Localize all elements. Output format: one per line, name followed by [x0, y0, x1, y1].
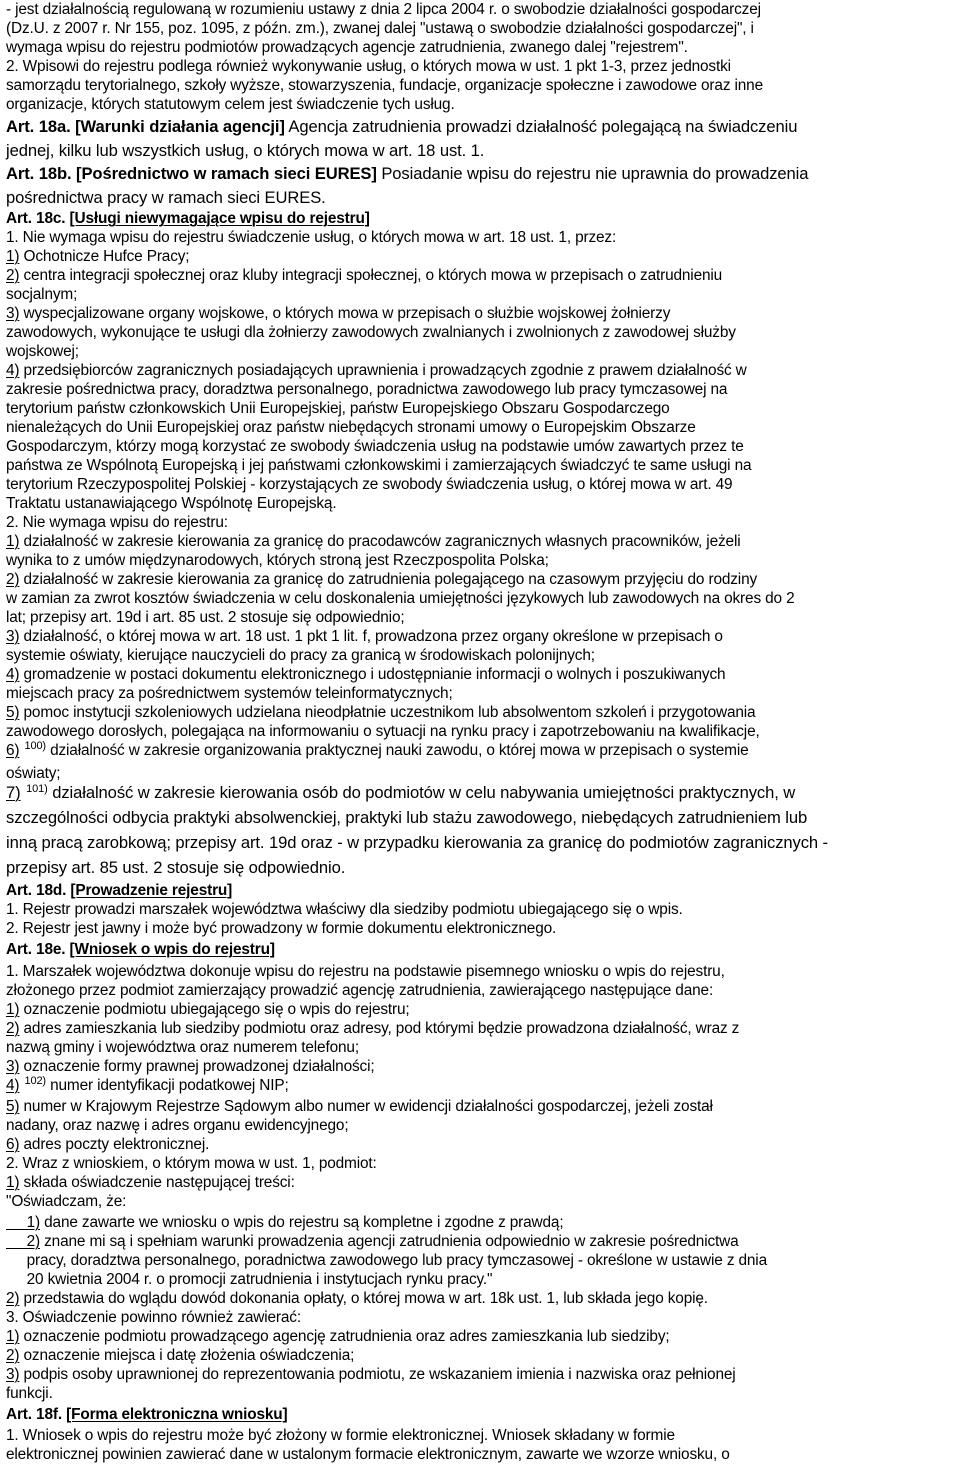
text-run: 1. Marszałek województwa dokonuje wpisu do rejestru na podstawie pisemnego wniosku o wpis do rejestru,	[6, 963, 725, 980]
text-line	[6, 919, 960, 938]
text-run: Agencja zatrudnienia prowadzi działalność polegającą na świadczeniu	[284, 117, 798, 136]
text-run: wyspecjalizowane organy wojskowe, o których mowa w przepisach o służbie wojskowej żołnierzy	[19, 305, 671, 322]
text-run: 3)	[6, 305, 20, 322]
text-line	[6, 361, 960, 380]
text-line	[6, 646, 960, 665]
text-run: socjalnym;	[6, 286, 78, 303]
text-run: terytorium Rzeczypospolitej Polskiej - korzystających ze swobody świadczenia usług, o której mowa w art. 49	[6, 476, 733, 493]
text-line	[6, 1000, 960, 1019]
text-line	[6, 19, 960, 38]
text-run: działalność, o której mowa w art. 18 ust. 1 pkt 1 lit. f, prowadzona przez organy określone w przepisach o	[19, 628, 723, 645]
text-line	[6, 494, 960, 513]
text-line	[6, 1405, 960, 1424]
text-line	[6, 1019, 960, 1038]
text-run: 3)	[6, 1366, 20, 1383]
article-heading: [Usługi niewymagające wpisu do rejestru]	[69, 210, 370, 227]
text-run: przedstawia do wglądu dowód dokonania opłaty, o której mowa w art. 18k ust. 1, lub składa jego kopię.	[19, 1290, 708, 1307]
article-heading: [Pośrednictwo w ramach sieci EURES]	[76, 164, 377, 183]
text-run: samorządu terytorialnego, szkoły wyższe, stowarzyszenia, fundacje, organizacje społeczne i zawodowe oraz inne	[6, 77, 763, 94]
text-line	[6, 1289, 960, 1308]
text-line	[6, 684, 960, 703]
text-line	[6, 437, 960, 456]
text-run: przepisy art. 85 ust. 2 stosuje się odpowiednio.	[6, 858, 346, 877]
text-run: pracy, doradztwa personalnego, poradnictwa zawodowego lub pracy tymczasowej - określone w ustawie z dnia	[6, 1252, 767, 1269]
text-line	[6, 858, 960, 877]
text-run: centra integracji społecznej oraz kluby integracji społecznej, o których mowa w przepisach o zatrudnieniu	[19, 267, 723, 284]
text-line	[6, 1232, 960, 1251]
text-line	[6, 1346, 960, 1365]
text-line	[6, 551, 960, 570]
text-run: systemie oświaty, kierujące nauczycieli do pracy za granicą w środowiskach polonijnych;	[6, 647, 595, 664]
text-line	[6, 76, 960, 95]
text-line	[6, 304, 960, 323]
text-run: miejscach pracy za pośrednictwem systemów teleinformatycznych;	[6, 685, 453, 702]
article-heading: Art. 18f.	[6, 1406, 62, 1423]
text-line	[6, 228, 960, 247]
text-run: 4)	[6, 1077, 20, 1094]
text-line	[6, 323, 960, 342]
text-run: dane zawarte we wniosku o wpis do rejestru są kompletne i zgodne z prawdą;	[40, 1214, 564, 1231]
text-line	[6, 285, 960, 304]
text-run: działalność w zakresie kierowania za granicę do zatrudnienia polegającego na czasowym przyjęciu do rodziny	[19, 571, 758, 588]
text-run: 4)	[6, 362, 20, 379]
text-run: oznaczenie podmiotu ubiegającego się o wpis do rejestru;	[19, 1001, 410, 1018]
text-line	[6, 1213, 960, 1232]
text-run: gromadzenie w postaci dokumentu elektronicznego i udostępnianie informacji o wolnych i poszukiwanych	[19, 666, 726, 683]
text-run: szczególności odbycia praktyki absolwenckiej, praktyki lub stażu zawodowego, niebędących zatrudnieniem lub	[6, 808, 808, 827]
text-run: funkcji.	[6, 1385, 53, 1402]
text-line	[6, 1327, 960, 1346]
text-line	[6, 1038, 960, 1057]
text-run: Posiadanie wpisu do rejestru nie uprawnia do prowadzenia	[376, 164, 809, 183]
text-run: 20 kwietnia 2004 r. o promocji zatrudnienia i instytucjach rynku pracy."	[6, 1271, 493, 1288]
text-run: numer w Krajowym Rejestrze Sądowym albo numer w ewidencji działalności gospodarczej, jeżeli został	[19, 1098, 713, 1115]
text-line	[6, 1384, 960, 1403]
text-line	[6, 940, 960, 959]
text-run: 2)	[6, 267, 20, 284]
text-run: działalność w zakresie organizowania praktycznej nauki zawodu, o której mowa w przepisach o systemie	[45, 742, 749, 759]
text-run: 1)	[6, 1174, 20, 1191]
text-run: państwa ze Wspólnotą Europejską i jej państwami członkowskimi i zamierzających świadczyć te same usługi na	[6, 457, 752, 474]
text-run: 2. Rejestr jest jawny i może być prowadzony w formie dokumentu elektronicznego.	[6, 920, 557, 937]
text-run: Ochotnicze Hufce Pracy;	[19, 248, 190, 265]
text-line	[6, 808, 960, 827]
text-run: znane mi są i spełniam warunki prowadzenia agencji zatrudnienia odpowiednio w zakresie pośrednictwa	[40, 1233, 739, 1250]
text-run: składa oświadczenie następującej treści:	[19, 1174, 295, 1191]
text-run: lat; przepisy art. 19d i art. 85 ust. 2 stosuje się odpowiednio;	[6, 609, 405, 626]
text-run: pośrednictwa pracy w ramach sieci EURES.	[6, 188, 326, 207]
text-run: oznaczenie miejsca i datę złożenia oświadczenia;	[19, 1347, 355, 1364]
text-run: nadany, oraz nazwę i adres organu ewidencyjnego;	[6, 1117, 349, 1134]
text-line	[6, 764, 960, 783]
text-line	[6, 881, 960, 900]
text-run	[19, 1077, 23, 1094]
text-run: w zamian za zwrot kosztów świadczenia w celu doskonalenia umiejętności językowych lub zawodowych na okres do 2	[6, 590, 795, 607]
text-line	[6, 1116, 960, 1135]
text-run: 1)	[6, 1001, 20, 1018]
article-heading: Art. 18a.	[6, 117, 71, 136]
text-run: 1)	[6, 533, 20, 550]
text-line	[6, 0, 960, 19]
text-run: oznaczenie formy prawnej prowadzonej działalności;	[19, 1058, 375, 1075]
text-line	[6, 456, 960, 475]
text-run: elektronicznej powinien zawierać dane w ustalonym formacie elektronicznym, zawarte we wzorze wniosku, o	[6, 1446, 730, 1463]
text-line	[6, 833, 960, 852]
footnote-ref: 101)	[26, 783, 48, 795]
text-line	[6, 1445, 960, 1464]
text-run: 2)	[6, 571, 20, 588]
text-run: numer identyfikacji podatkowej NIP;	[45, 1077, 289, 1094]
text-line	[6, 1154, 960, 1173]
article-heading: [Forma elektroniczna wniosku]	[66, 1406, 288, 1423]
text-run: "Oświadczam, że:	[6, 1193, 127, 1210]
text-run: działalność w zakresie kierowania za granicę do pracodawców zagranicznych własnych pracowników, jeżeli	[19, 533, 741, 550]
text-run: 5)	[6, 704, 20, 721]
article-heading: [Wniosek o wpis do rejestru]	[69, 941, 275, 958]
text-run: 7)	[6, 783, 21, 802]
article-heading: Art. 18b.	[6, 164, 72, 183]
text-run: jednej, kilku lub wszystkich usług, o których mowa w art. 18 ust. 1.	[6, 141, 485, 160]
text-line	[6, 380, 960, 399]
text-line	[6, 38, 960, 57]
text-run: - jest działalnością regulowaną w rozumieniu ustawy z dnia 2 lipca 2004 r. o swobodzie działalności gospodarczej	[6, 1, 761, 18]
text-run: Gospodarczym, którzy mogą korzystać ze swobody świadczenia usług na podstawie umów zawartych przez te	[6, 438, 744, 455]
text-run: nienależących do Unii Europejskiej oraz państw niebędących stronami umowy o Europejskim Obszarze	[6, 419, 696, 436]
text-run: 1. Nie wymaga wpisu do rejestru świadczenie usług, o których mowa w art. 18 ust. 1, przez:	[6, 229, 617, 246]
text-line	[6, 399, 960, 418]
text-line	[6, 1173, 960, 1192]
text-line	[6, 1308, 960, 1327]
text-run: Traktatu ustanawiającego Wspólnotę Europejską.	[6, 495, 337, 512]
text-run	[19, 742, 23, 759]
text-run: złożonego przez podmiot zamierzający prowadzić agencję zatrudnienia, zawierającego następujące dane:	[6, 982, 714, 999]
text-line	[6, 141, 960, 160]
text-run: 2. Nie wymaga wpisu do rejestru:	[6, 514, 228, 531]
text-run: 1)	[6, 1214, 41, 1231]
text-line	[6, 266, 960, 285]
text-run	[21, 783, 26, 802]
text-line	[6, 1097, 960, 1116]
text-line	[6, 418, 960, 437]
text-line	[6, 57, 960, 76]
text-line	[6, 475, 960, 494]
text-line	[6, 532, 960, 551]
text-line	[6, 783, 960, 805]
text-run: 2. Wpisowi do rejestru podlega również wykonywanie usług, o których mowa w ust. 1 pkt 1-3, przez jednostki	[6, 58, 731, 75]
text-run: 5)	[6, 1098, 20, 1115]
text-line	[6, 665, 960, 684]
text-run: 4)	[6, 666, 20, 683]
text-line	[6, 164, 960, 183]
text-run: 1)	[6, 248, 20, 265]
text-run: przedsiębiorców zagranicznych posiadających uprawnienia i prowadzących zgodnie z prawem działalność w	[19, 362, 747, 379]
text-line	[6, 589, 960, 608]
text-run: (Dz.U. z 2007 r. Nr 155, poz. 1095, z późn. zm.), zwanej dalej "ustawą o swobodzie działalności gospodarczej", i	[6, 20, 754, 37]
text-line	[6, 1076, 960, 1097]
text-run: oświaty;	[6, 765, 61, 782]
text-run: 2)	[6, 1347, 20, 1364]
text-line	[6, 1135, 960, 1154]
text-line	[6, 570, 960, 589]
text-run: 3. Oświadczenie powinno również zawierać:	[6, 1309, 301, 1326]
text-run: wojskowej;	[6, 343, 79, 360]
text-run: 6)	[6, 1136, 20, 1153]
text-run: oznaczenie podmiotu prowadzącego agencję zatrudnienia oraz adres zamieszkania lub siedziby;	[19, 1328, 670, 1345]
text-line	[6, 1365, 960, 1384]
article-heading: [Warunki działania agencji]	[75, 117, 285, 136]
text-line	[6, 1426, 960, 1445]
text-run: zakresie pośrednictwa pracy, doradztwa personalnego, poradnictwa zawodowego lub pracy tymczasowej na	[6, 381, 728, 398]
text-line	[6, 209, 960, 228]
text-line	[6, 1270, 960, 1289]
text-line	[6, 627, 960, 646]
text-run: zawodowych, wykonujące te usługi dla żołnierzy zawodowych zwalnianych i zwolnionych z zawodowej służby	[6, 324, 736, 341]
text-line	[6, 608, 960, 627]
text-line	[6, 900, 960, 919]
text-line	[6, 981, 960, 1000]
text-run: 3)	[6, 1058, 20, 1075]
text-run: 2)	[6, 1233, 41, 1250]
text-run: terytorium państw członkowskich Unii Europejskiej, państw Europejskiego Obszaru Gospodarczego	[6, 400, 670, 417]
text-run: 6)	[6, 742, 20, 759]
text-run: 3)	[6, 628, 20, 645]
text-run: organizacje, których statutowym celem jest świadczenie tych usług.	[6, 96, 455, 113]
text-line	[6, 722, 960, 741]
text-line	[6, 513, 960, 532]
text-line	[6, 117, 960, 136]
text-run: działalność w zakresie kierowania osób do podmiotów w celu nabywania umiejętności praktycznych, w	[47, 783, 796, 802]
text-line	[6, 1251, 960, 1270]
text-run: wymaga wpisu do rejestru podmiotów prowadzących agencje zatrudnienia, zwanego dalej "rejestrem".	[6, 39, 688, 56]
article-heading: Art. 18e.	[6, 941, 66, 958]
text-line	[6, 703, 960, 722]
text-line	[6, 247, 960, 266]
footnote-ref: 100)	[24, 740, 46, 752]
text-line	[6, 1057, 960, 1076]
text-run: inną pracą zarobkową; przepisy art. 19d oraz - w przypadku kierowania za granicę do podmiotów zagranicznych -	[6, 833, 828, 852]
text-line	[6, 1192, 960, 1211]
footnote-ref: 102)	[24, 1075, 46, 1087]
text-line	[6, 962, 960, 981]
text-line	[6, 188, 960, 207]
text-run: 2. Wraz z wnioskiem, o którym mowa w ust. 1, podmiot:	[6, 1155, 377, 1172]
text-run: 2)	[6, 1290, 20, 1307]
text-run: nazwą gminy i województwa oraz numerem telefonu;	[6, 1039, 359, 1056]
text-run: adres zamieszkania lub siedziby podmiotu oraz adresy, pod którymi będzie prowadzona działalność, wraz z	[19, 1020, 740, 1037]
text-line	[6, 342, 960, 361]
article-heading: Art. 18c.	[6, 210, 66, 227]
article-heading: [Prowadzenie rejestru]	[70, 882, 233, 899]
text-run: 1. Rejestr prowadzi marszałek województwa właściwy dla siedziby podmiotu ubiegającego się o wpis.	[6, 901, 683, 918]
text-run: podpis osoby uprawnionej do reprezentowania podmiotu, ze wskazaniem imienia i nazwiska oraz pełnionej	[19, 1366, 736, 1383]
text-line	[6, 95, 960, 114]
text-run: 2)	[6, 1020, 20, 1037]
text-run: 1)	[6, 1328, 20, 1345]
article-heading: Art. 18d.	[6, 882, 67, 899]
text-run: pomoc instytucji szkoleniowych udzielana nieodpłatnie uczestnikom lub absolwentom szkoleń i przygotowania	[19, 704, 756, 721]
text-run: 1. Wniosek o wpis do rejestru może być złożony w formie elektronicznej. Wniosek składany w formie	[6, 1427, 675, 1444]
text-run: wynika to z umów międzynarodowych, których stroną jest Rzeczpospolita Polska;	[6, 552, 549, 569]
text-line	[6, 741, 960, 762]
text-run: zawodowego dorosłych, polegająca na informowaniu o sytuacji na rynku pracy i zapotrzebowaniu na kwalifikacje,	[6, 723, 760, 740]
text-run: adres poczty elektronicznej.	[19, 1136, 210, 1153]
